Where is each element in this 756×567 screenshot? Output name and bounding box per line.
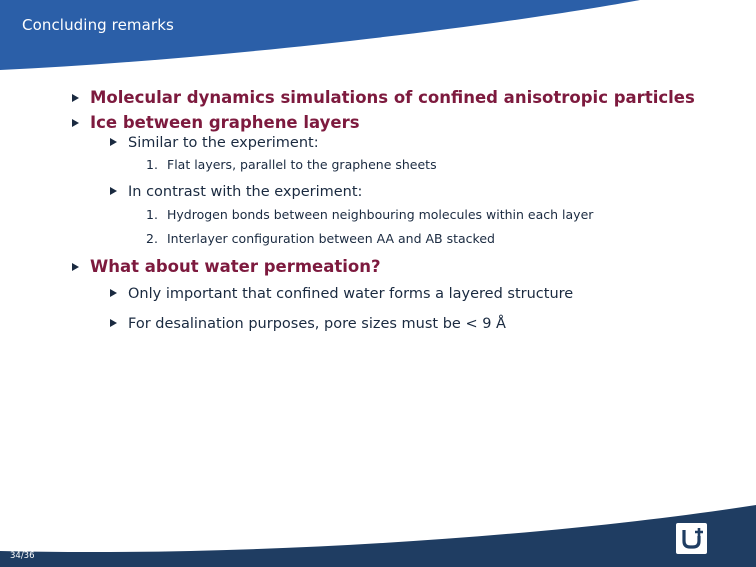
sub-bullet-text: For desalination purposes, pore sizes must be < 9 Å xyxy=(128,316,506,332)
bullet-item xyxy=(72,113,360,132)
item-text: Flat layers, parallel to the graphene sheets xyxy=(167,157,437,172)
triangle-bullet-icon xyxy=(110,289,117,297)
footer-banner xyxy=(0,487,756,567)
university-logo-icon xyxy=(676,523,707,554)
sub-bullet-item xyxy=(110,286,573,302)
item-number: 1. xyxy=(146,157,158,172)
triangle-bullet-icon xyxy=(72,263,79,271)
page-number: 34/36 xyxy=(10,551,35,561)
triangle-bullet-icon xyxy=(110,138,117,146)
sub-bullet-item xyxy=(110,316,506,332)
numbered-item xyxy=(146,207,593,222)
sub-bullet-text: Only important that confined water forms a layered structure xyxy=(128,286,574,302)
slide-title: Concluding remarks xyxy=(22,16,174,34)
sub-bullet-text: In contrast with the experiment: xyxy=(128,184,363,200)
numbered-item xyxy=(146,231,495,246)
triangle-bullet-icon xyxy=(110,187,117,195)
sub-bullet-item xyxy=(110,135,319,151)
numbered-item xyxy=(146,157,437,172)
bullet-text: Molecular dynamics simulations of confined anisotropic particles xyxy=(90,88,695,107)
item-text: Hydrogen bonds between neighbouring molecules within each layer xyxy=(167,207,594,222)
header-banner xyxy=(0,0,756,80)
item-number: 2. xyxy=(146,231,158,246)
sub-bullet-text: Similar to the experiment: xyxy=(128,135,319,151)
triangle-bullet-icon xyxy=(72,94,79,102)
triangle-bullet-icon xyxy=(72,119,79,127)
bullet-text: Ice between graphene layers xyxy=(90,113,360,132)
bullet-text: What about water permeation? xyxy=(90,257,381,276)
sub-bullet-item xyxy=(110,184,362,200)
bullet-item xyxy=(72,257,381,276)
bullet-item xyxy=(72,88,695,107)
item-number: 1. xyxy=(146,207,158,222)
item-text: Interlayer configuration between AA and AB stacked xyxy=(167,231,495,246)
triangle-bullet-icon xyxy=(110,319,117,327)
